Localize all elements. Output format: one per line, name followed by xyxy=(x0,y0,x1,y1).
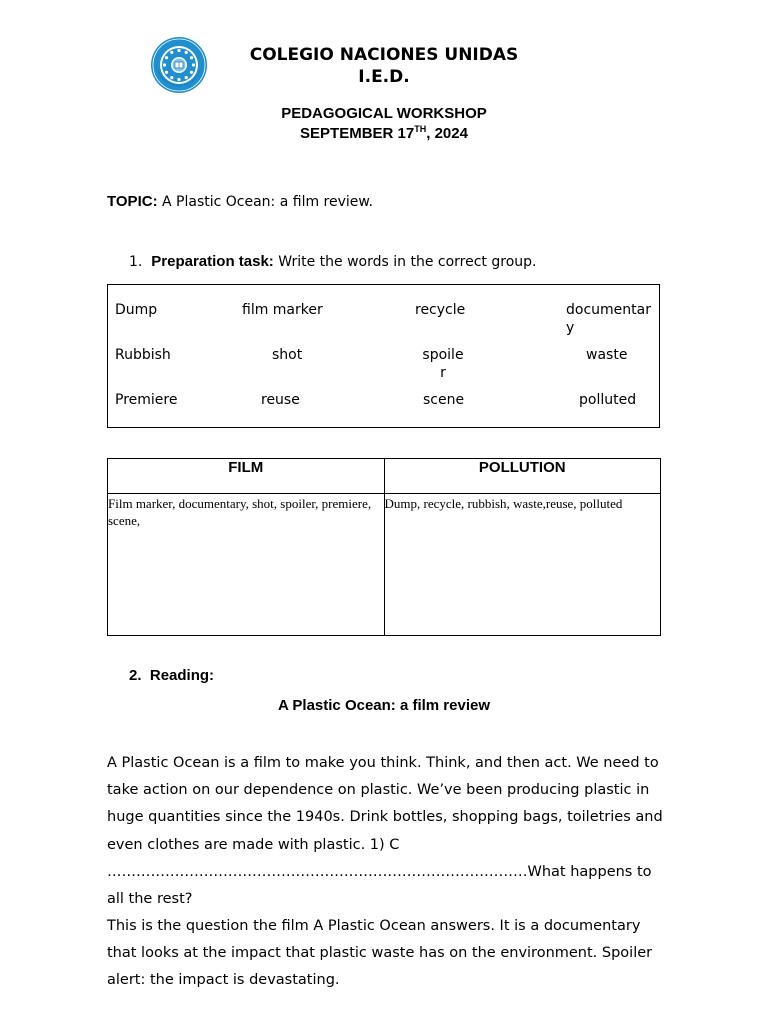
workshop-title: PEDAGOGICAL WORKSHOP xyxy=(281,105,487,122)
task-2-label: Reading: xyxy=(149,667,215,684)
word-premiere: Premiere xyxy=(115,392,178,408)
word-film-marker: film marker xyxy=(242,302,323,318)
sorting-table-header-row xyxy=(108,459,661,494)
column-header-film: FILM xyxy=(108,459,385,494)
word-rubbish: Rubbish xyxy=(115,347,171,363)
task-1 xyxy=(129,252,536,272)
date-suffix: , 2024 xyxy=(426,125,468,142)
reading-title: A Plastic Ocean: a film review xyxy=(277,697,491,714)
pollution-answer-cell[interactable]: Dump, recycle, rubbish, waste,reuse, polluted xyxy=(384,494,661,636)
task-1-number: 1. xyxy=(129,254,143,270)
word-documentary: documentar y xyxy=(566,302,651,336)
word-reuse: reuse xyxy=(261,392,300,408)
word-scene: scene xyxy=(423,392,465,408)
task-1-text: Write the words in the correct group. xyxy=(273,254,537,270)
date-prefix: SEPTEMBER 17 xyxy=(300,125,415,142)
word-shot: shot xyxy=(272,347,303,363)
topic-line xyxy=(107,192,373,212)
school-name xyxy=(230,44,538,88)
word-dump: Dump xyxy=(115,302,158,318)
sorting-table-answer-row xyxy=(108,494,661,636)
task-2 xyxy=(129,666,214,686)
word-waste: waste xyxy=(586,347,628,363)
school-name-line2: I.E.D. xyxy=(358,67,410,87)
workshop-date xyxy=(230,124,538,144)
reading-paragraph-1: A Plastic Ocean is a film to make you think. Think, and then act. We need to take action on our dependence on plastic. We’ve been producing plastic in huge quantities since the 1940s. Drink bottles, shopping bags, toiletries and even clothes are made with plastic. 1) C ……………………………………………………………………………What happens to all the rest? xyxy=(107,755,663,908)
workshop-heading xyxy=(230,104,538,144)
topic-text: A Plastic Ocean: a film review. xyxy=(157,194,374,210)
task-2-number: 2. xyxy=(129,667,142,684)
sorting-table xyxy=(107,458,661,636)
reading-paragraph-2: This is the question the film A Plastic Ocean answers. It is a documentary that looks at the impact that plastic waste has on the environment. Spoiler alert: the impact is devastating. xyxy=(107,918,653,989)
word-spoiler: spoile r xyxy=(422,347,464,381)
word-recycle: recycle xyxy=(415,302,466,318)
film-answer-cell[interactable]: Film marker, documentary, shot, spoiler, premiere, scene, xyxy=(108,494,385,636)
date-superscript: TH xyxy=(414,124,427,134)
school-name-line1: COLEGIO NACIONES UNIDAS xyxy=(249,45,519,65)
word-box xyxy=(107,284,660,428)
word-polluted: polluted xyxy=(579,392,637,408)
column-header-pollution: POLLUTION xyxy=(384,459,661,494)
school-logo xyxy=(150,36,208,94)
task-1-label: Preparation task: xyxy=(151,253,274,270)
topic-label: TOPIC: xyxy=(107,193,158,210)
